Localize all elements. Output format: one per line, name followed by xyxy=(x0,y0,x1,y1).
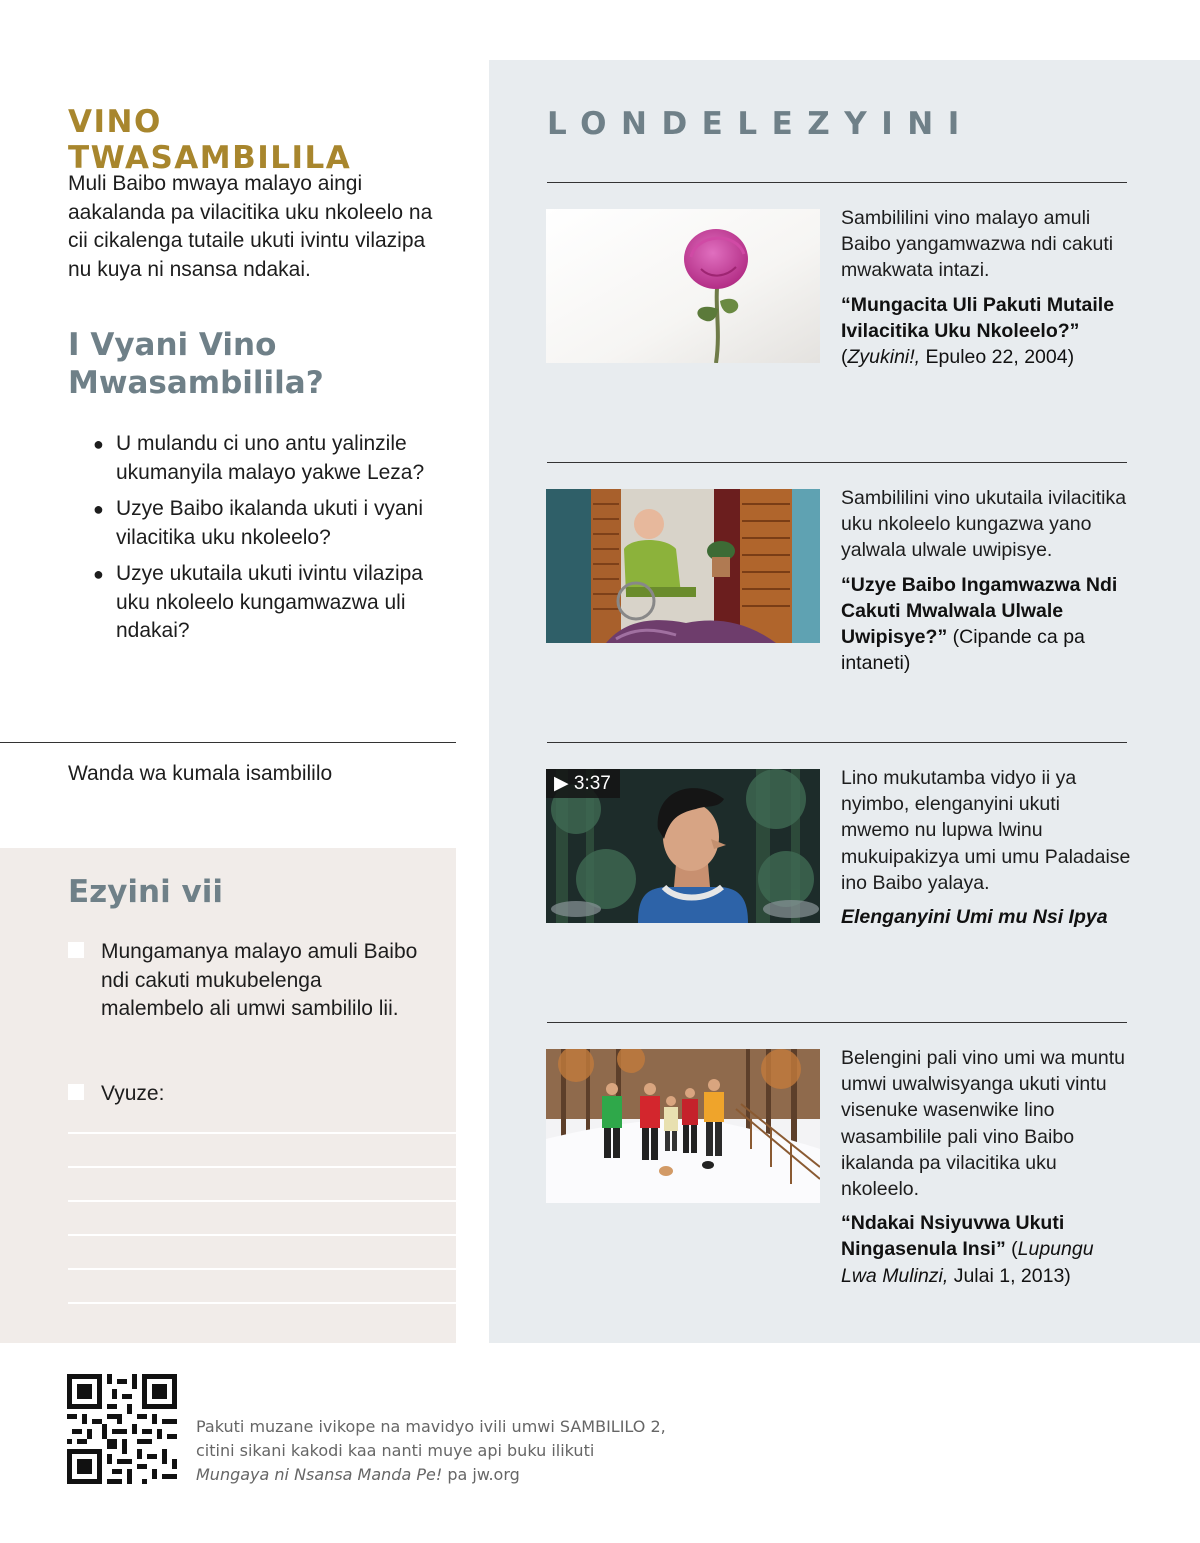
family-walking-in-snow-image[interactable] xyxy=(546,1049,820,1203)
resource-title-link[interactable]: Elenganyini Umi mu Nsi Ipya xyxy=(841,906,1108,929)
book-title: Mungaya ni Nsansa Manda Pe! xyxy=(196,1465,443,1484)
divider xyxy=(547,182,1127,183)
resource-source: (Cipande ca pa intaneti) xyxy=(841,626,1085,675)
resource-title-link[interactable]: “Mungacita Uli Pakuti Mutaile Ivilacitika Uku Nkoleelo?” xyxy=(841,293,1115,342)
resource-title-link[interactable]: “Ndakai Nsiyuvwa Ukuti Ningasenula Insi” xyxy=(841,1212,1065,1261)
write-line[interactable] xyxy=(68,1200,456,1202)
divider xyxy=(547,462,1127,463)
resource-description: Sambililini vino ukutaila ivilacitika uku nkoleelo kungazwa yano yalwala ulwale uwipisye. xyxy=(841,487,1127,562)
summary-heading: VINO TWASAMBILILA xyxy=(68,104,352,176)
explore-panel xyxy=(489,60,1200,1343)
write-line[interactable] xyxy=(68,1268,456,1270)
task-item xyxy=(68,938,428,1024)
task-text: Mungamanya malayo amuli Baibo ndi cakuti mukubelenga malembelo ali umwi sambililo lii. xyxy=(101,940,418,1020)
write-line[interactable] xyxy=(68,1132,456,1134)
divider xyxy=(547,742,1127,743)
write-line[interactable] xyxy=(68,1302,456,1304)
website-link[interactable]: pa jw.org xyxy=(442,1465,520,1484)
review-questions xyxy=(93,430,458,654)
checkbox[interactable] xyxy=(68,942,84,958)
resource-title-link[interactable]: “Uzye Baibo Ingamwazwa Ndi Cakuti Mwalwala Ulwale Uwipisye?” xyxy=(841,573,1118,649)
resource-description: Sambililini vino malayo amuli Baibo yangamwazwa ndi cakuti mwakwata intazi. xyxy=(841,207,1114,282)
try-this-heading: Ezyini vii xyxy=(68,874,223,910)
resource-item xyxy=(841,485,1131,676)
completion-date-label: Wanda wa kumala isambililo xyxy=(68,762,333,785)
footer-note: Pakuti muzane ivikope na mavidyo ivili umwi SAMBILILO 2, citini sikani kakodi kaa nanti muye api buku ilikuti Mungaya ni Nsansa Manda Pe! pa jw.org xyxy=(196,1417,666,1484)
resource-description: Belengini pali vino umi wa muntu umwi uwalwisyanga ukuti vintu visenuke wasenwike lino wasambilile pali vino Baibo ikalanda pa vilacitika uku nkoleelo. xyxy=(841,1047,1125,1201)
resource-item xyxy=(841,1045,1131,1289)
explore-heading: LONDELEZYINI xyxy=(547,106,974,142)
qr-code-icon[interactable] xyxy=(67,1374,177,1484)
resource-item xyxy=(841,205,1131,370)
man-in-forest-video-thumbnail[interactable] xyxy=(546,769,820,923)
write-line[interactable] xyxy=(68,1234,456,1236)
left-column xyxy=(0,0,456,1343)
review-question: ● Uzye ukutaila ukuti ivintu vilazipa uku nkoleelo kungamwazwa uli ndakai? xyxy=(93,562,423,642)
resource-source: (Zyukini!, Epuleo 22, 2004) xyxy=(841,346,1075,369)
bullet-icon: ● xyxy=(93,499,104,519)
review-question: ● Uzye Baibo ikalanda ukuti i vyani vilacitika uku nkoleelo? xyxy=(93,497,424,549)
checkbox[interactable] xyxy=(68,1084,84,1100)
resource-description: Lino mukutamba vidyo ii ya nyimbo, elenganyini ukuti mwemo nu lupwa lwinu mukuipakizya umi umu Paladaise ino Baibo yalaya. xyxy=(841,767,1131,894)
task-text: Vyuze: xyxy=(101,1082,165,1105)
divider xyxy=(547,1022,1127,1023)
bullet-icon: ● xyxy=(93,564,104,584)
task-item xyxy=(68,1080,428,1109)
resource-source: (Lupungu Lwa Mulinzi, Julai 1, 2013) xyxy=(841,1238,1094,1287)
write-line[interactable] xyxy=(68,1166,456,1168)
summary-text: Muli Baibo mwaya malayo aingi aakalanda pa vilacitika uku nkoleelo na cii cikalenga tutaile ukuti ivintu vilazipa nu kuya ni nsansa ndakai. xyxy=(68,172,433,281)
review-heading: I Vyani Vino Mwasambilila? xyxy=(68,327,324,401)
pink-flower-image[interactable] xyxy=(546,209,820,363)
bullet-icon: ● xyxy=(93,434,104,454)
divider xyxy=(0,742,456,743)
video-duration-badge: ▶ 3:37 xyxy=(546,769,620,798)
resource-item xyxy=(841,765,1131,930)
review-question: ● U mulandu ci uno antu yalinzile ukumanyila malayo yakwe Leza? xyxy=(93,432,425,484)
try-this-box xyxy=(0,848,456,1343)
man-in-wheelchair-image[interactable] xyxy=(546,489,820,643)
